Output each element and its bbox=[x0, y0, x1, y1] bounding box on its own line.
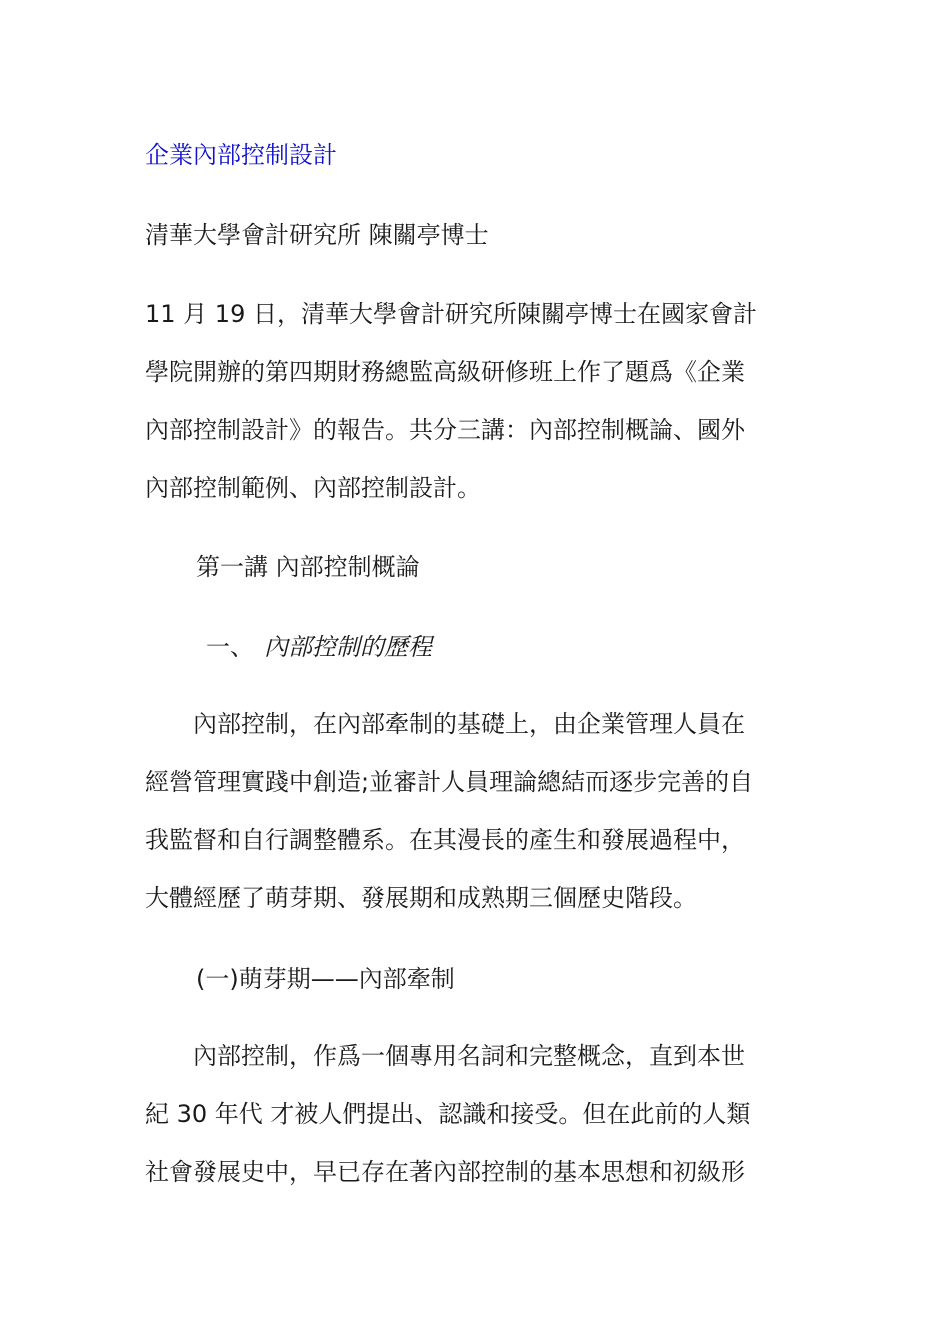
subsection-paragraph bbox=[145, 1027, 805, 1201]
document-title: 企業內部控制設計 bbox=[145, 141, 337, 169]
paragraph-line: 社會發展史中，早已存在著內部控制的基本思想和初級形 bbox=[145, 1158, 745, 1186]
paragraph-line: 我監督和自行調整體系。在其漫長的產生和發展過程中， bbox=[145, 826, 745, 854]
lecture-heading: 第一講 內部控制概論 bbox=[196, 553, 420, 581]
paragraph-line: 內部控制範例、內部控制設計。 bbox=[145, 474, 481, 502]
paragraph-line: 11 月 19 日，清華大學會計研究所陳關亭博士在國家會計 bbox=[145, 300, 757, 328]
paragraph-line: 大體經歷了萌芽期、發展期和成熟期三個歷史階段。 bbox=[145, 884, 697, 912]
section-number: 一、 bbox=[206, 633, 254, 661]
author-line: 清華大學會計研究所 陳關亭博士 bbox=[145, 221, 489, 249]
subsection-heading: (一)萌芽期——內部牽制 bbox=[196, 965, 455, 993]
paragraph-line: 內部控制，作爲一個專用名詞和完整概念，直到本世 bbox=[145, 1042, 745, 1070]
paragraph-line: 學院開辦的第四期財務總監高級研修班上作了題爲《企業 bbox=[145, 358, 745, 386]
paragraph-line: 內部控制，在內部牽制的基礎上，由企業管理人員在 bbox=[145, 710, 745, 738]
paragraph-line: 內部控制設計》的報告。共分三講：內部控制概論、國外 bbox=[145, 416, 745, 444]
section-paragraph bbox=[145, 695, 805, 927]
paragraph-line: 經營管理實踐中創造;並審計人員理論總結而逐步完善的自 bbox=[145, 768, 754, 796]
section-heading bbox=[206, 630, 432, 664]
intro-paragraph bbox=[145, 285, 805, 517]
paragraph-line: 紀 30 年代 才被人們提出、認識和接受。但在此前的人類 bbox=[145, 1100, 751, 1128]
section-title: 內部控制的歷程 bbox=[264, 633, 432, 661]
